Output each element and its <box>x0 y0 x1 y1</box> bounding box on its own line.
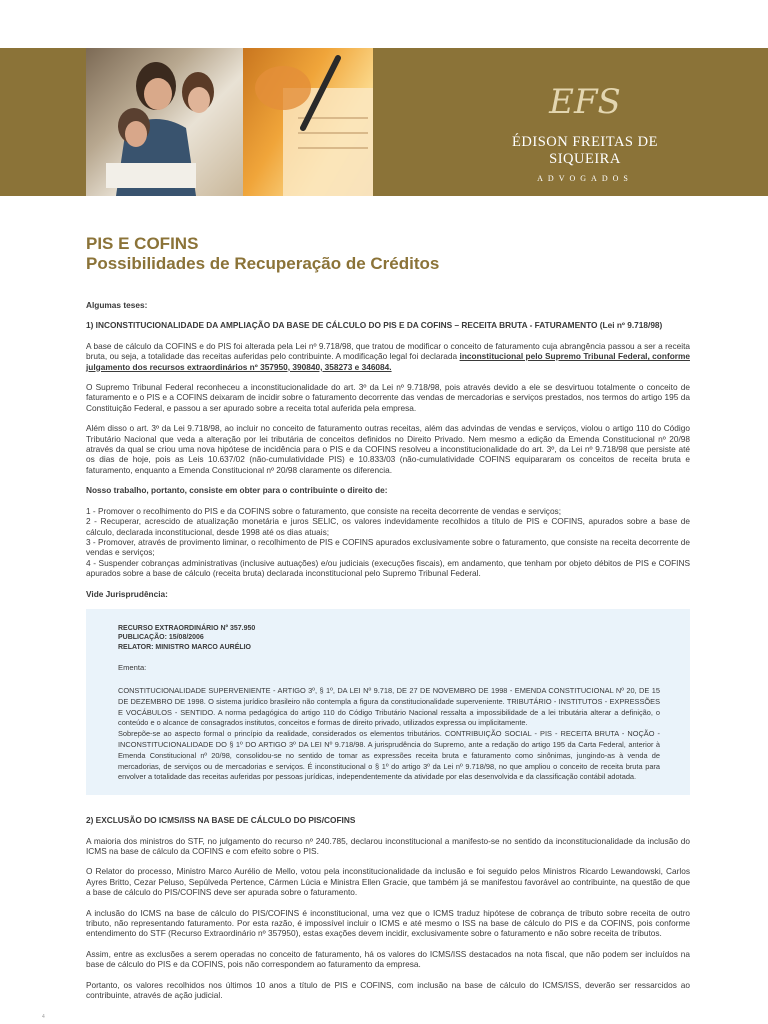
intro-label: Algumas teses: <box>86 300 148 310</box>
section1-heading: 1) INCONSTITUCIONALIDADE DA AMPLIAÇÃO DA BASE DE CÁLCULO DO PIS E DA COFINS – RECEITA BRUTA - FATURAMENTO (Lei nº 9.718/98) <box>86 320 663 331</box>
photo-pen-documents <box>243 48 373 196</box>
paragraph-3: Além disso o art. 3º da Lei 9.718/98, ao incluir no conceito de faturamento outras receitas, além das advindas de vendas e serviços, violou o artigo 110 do Código Tributário Nacional que veda a alteração por lei tributária de conceitos definidos no Direito Privado. Nem mesmo a edição da Emenda Constitucional nº 20/98 através da qual se criou uma nova hipótese de incidência para o PIS e da COFINS resolveu a inconstitucionalidade do art. 3º, da Lei nº 9.718/98 que persiste até os dias de hoje, pois as Leis 10.637/02 (não-cumulatividade PIS) e 10.833/03 (não-cumulatividade COFINS equipararam os conceitos de receita bruta e faturamento, enquanto a Emenda Constitucional nº 20/98 claramente os diferencia. <box>86 423 690 475</box>
document-subtitle: Possibilidades de Recuperação de Créditos <box>86 254 440 273</box>
vide-label: Vide Jurisprudência: <box>86 588 168 599</box>
s2-paragraph-3: A inclusão do ICMS na base de cálculo do PIS/COFINS é inconstitucional, uma vez que o ICMS traduz hipótese de cobrança de tributo sobre receita de outro tributo, não representando faturamento. Por esta razão, é impossível incluir o ICMS e até mesmo o ISS na base de cálculo do PIS e da COFINS, pois conforme entendimento do STF (Recurso Extraordinário nº 357950), estas exações devem incidir, exclusivamente sobre o faturamento e não sobre receita de tributos. <box>86 907 690 939</box>
juris-publicacao: PUBLICAÇÃO: 15/08/2006 <box>118 632 204 642</box>
s2-paragraph-1: A maioria dos ministros do STF, no julgamento do recurso nº 240.785, declarou inconstitucional a manifesto-se no sentido da inconstitucionalidade da inclusão do ICMS na base de cálculo da COFINS e com efeito sobre o PIS. <box>86 835 690 856</box>
s2-paragraph-4: Assim, entre as exclusões a serem operadas no conceito de faturamento, há os valores do ICMS/ISS destacados na nota fiscal, que não podem ser incluídos na base de cálculo do PIS e da COFINS, pois não correspondem ao faturamento da empresa. <box>86 948 690 970</box>
list-item: 3 - Promover, através de provimento liminar, o recolhimento de PIS e COFINS apurados exclusivamente sobre o faturamento, que consiste na receita decorrente de vendas e serviços; <box>86 536 690 558</box>
document-title: PIS E COFINS <box>86 234 199 253</box>
jurisprudence-box <box>86 609 690 795</box>
paragraph-1-underlined: inconstitucional pelo Supremo Tribunal Federal, conforme julgamento dos recursos extraordinários nº 357950, 390840, 358273 e 346084. <box>86 351 690 372</box>
header-banner <box>0 48 768 196</box>
list-item: 1 - Promover o recolhimento do PIS e da COFINS sobre o faturamento, que consiste na receita decorrente de vendas e serviços; <box>86 505 562 516</box>
rights-list <box>86 506 690 579</box>
list-item: 2 - Recuperar, acrescido de atualização monetária e juros SELIC, os valores indevidamente recolhidos a título de PIS e COFINS, apurados sobre a base de cálculo, declarada inconstitucional, desde 1998 até os dias atuais; <box>86 516 690 537</box>
paragraph-1-text: A base de cálculo da COFINS e do PIS foi alterada pela Lei nº 9.718/98, que tratou de modificar o conceito de faturamento cuja abrangência passou a ser a receita bruta, ou seja, a totalidade das receitas auferidas pelo contribuinte. A modificação legal foi declarada <box>86 340 690 362</box>
juris-ementa-2: Sobrepõe-se ao aspecto formal o princípio da realidade, considerados os elementos tributários. CONTRIBUIÇÃO SOCIAL - PIS - RECEITA BRUTA - NOÇÃO - INCONSTITUCIONALIDADE DO § 1º DO ARTIGO 3º DA LEI Nº 9.718/98. A jurisprudência do Supremo, ante a redação do artigo 195 da Carta Federal, anterior à Emenda Constitucional nº 20/98, consolidou-se no sentido de tomar as expressões receita bruta e faturamento como sinônimas, jungindo-as à venda de mercadorias, de serviços ou de mercadorias e serviços. É inconstitucional o § 1º do artigo 3º da Lei nº 9.718/98, no que ampliou o conceito de receita bruta para envolver a totalidade das receitas auferidas por pessoas jurídicas, independentemente da atividade por elas desenvolvida e da classificação contábil adotada. <box>118 729 660 782</box>
section2-heading: 2) EXCLUSÃO DO ICMS/ISS NA BASE DE CÁLCULO DO PIS/COFINS <box>86 815 356 826</box>
work-heading: Nosso trabalho, portanto, consiste em obter para o contribuinte o direito de: <box>86 485 388 496</box>
juris-relator: RELATOR: MINISTRO MARCO AURÉLIO <box>118 641 251 651</box>
logo-monogram: EFS <box>549 82 621 122</box>
photo-business-team <box>86 48 243 196</box>
s2-paragraph-2: O Relator do processo, Ministro Marco Aurélio de Mello, votou pela inconstitucionalidade da inclusão e foi seguido pelos Ministros Ricardo Lewandowski, Carlos Ayres Britto, Cezar Peluso, Sepúlveda Pertence, Cármen Lúcia e Ministra Ellen Gracie, que também já se manifestou favorável ao contribuinte, na questão de que a base de cálculo do PIS/COFINS deve ser apurada sobre o faturamento. <box>86 866 690 898</box>
firm-subtitle: ADVOGADOS <box>537 174 633 183</box>
juris-ementa-1: CONSTITUCIONALIDADE SUPERVENIENTE - ARTIGO 3º, § 1º, DA LEI Nº 9.718, DE 27 DE NOVEMBRO DE 1998 - EMENDA CONSTITUCIONAL Nº 20, DE 15 DE DEZEMBRO DE 1998. O sistema jurídico brasileiro não contempla a figura da constitucionalidade superveniente. TRIBUTÁRIO - INSTITUTOS - EXPRESSÕES E VOCÁBULOS - SENTIDO. A norma pedagógica do artigo 110 do Código Tributário Nacional ressalta a impossibilidade de a lei tributária alterar a definição, o conteúdo e o alcance de consagrados institutos, conceitos e formas de direito privado, utilizados expressa ou implicitamente. <box>118 685 660 728</box>
juris-ementa-label: Ementa: <box>118 663 147 673</box>
juris-recurso: RECURSO EXTRAORDINÁRIO Nº 357.950 <box>118 622 256 632</box>
page-mark: 4 <box>42 1014 45 1020</box>
paragraph-2: O Supremo Tribunal Federal reconheceu a inconstitucionalidade do art. 3º da Lei nº 9.718/98, pois através devido a ele se desvirtuou totalmente o conceito de faturamento e o PIS e a COFINS deixaram de incidir sobre o faturamento decorrente das vendas de mercadorias e serviços prestados, nos termos do artigo 195 da Constituição Federal, e passou a ser apurado sobre a receita total auferida pela empresa. <box>86 382 690 413</box>
s2-paragraph-5: Portanto, os valores recolhidos nos últimos 10 anos a título de PIS e COFINS, com inclusão na base de cálculo do ICMS/ISS, deverão ser ressarcidos ao contribuinte, através de ação judicial. <box>86 979 690 1000</box>
firm-name: ÉDISON FREITAS DE SIQUEIRA <box>512 134 658 167</box>
document-body <box>86 234 690 1010</box>
list-item: 4 - Suspender cobranças administrativas (inclusive autuações) e/ou judiciais (execuções fiscais), em andamento, que tenham por objeto débitos de PIS e COFINS apurados sobre a base de cálculo (receita bruta) declarada inconstitucional pelo Supremo Tribunal Federal. <box>86 557 690 579</box>
firm-logo <box>480 80 690 183</box>
paragraph-1 <box>86 341 690 372</box>
